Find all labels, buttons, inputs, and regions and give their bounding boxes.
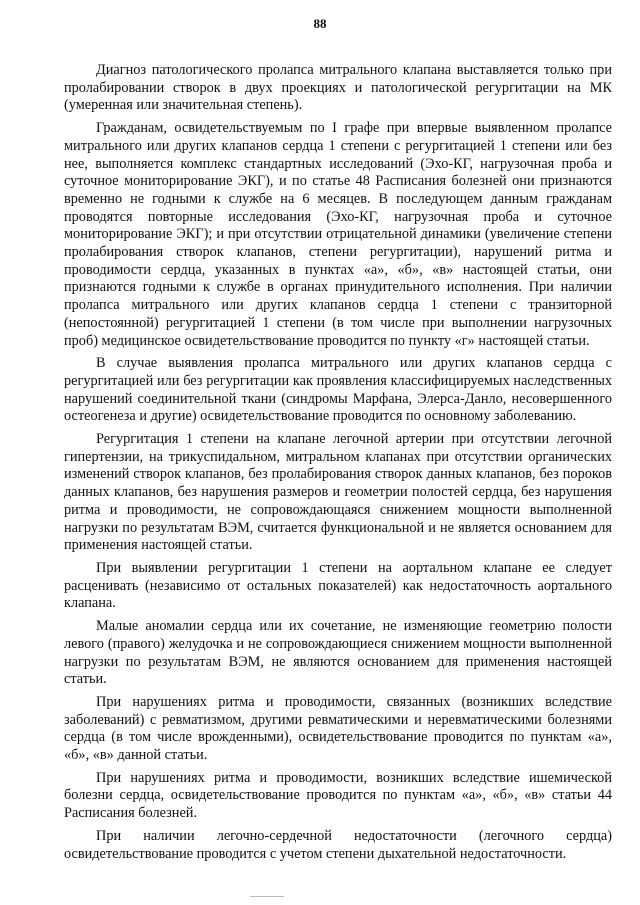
paragraph: Диагноз патологического пролапса митрального клапана выставляется только при пролабировании створок в двух проекциях и патологической регургитации на МК (умеренная или значительная степень).: [64, 62, 612, 114]
paragraph: Малые аномалии сердца или их сочетание, не изменяющие геометрию полости левого (правого) желудочка и не сопровождающиеся снижением мощности выполненной нагрузки по результатам ВЭМ, не являются основанием для применения настоящей статьи.: [64, 618, 612, 688]
page-body: [64, 62, 612, 868]
paragraph: Регургитация 1 степени на клапане легочной артерии при отсутствии легочной гипертензии, на трикуспидальном, митральном клапанах при отсутствии органических изменений створок клапанов, без пролабирования створок данных клапанов, без пороков данных клапанов, без нарушения размеров и геометрии полостей сердца, без нарушения ритма и проводимости, не сопровождающаяся снижением мощности выполненной нагрузки по результатам ВЭМ, считается функциональной и не является основанием для применения настоящей статьи.: [64, 431, 612, 554]
paragraph: При нарушениях ритма и проводимости, возникших вследствие ишемической болезни сердца, освидетельствование проводится по пунктам «а», «б», «в» статьи 44 Расписания болезней.: [64, 769, 612, 822]
paragraph: При наличии легочно-сердечной недостаточности (легочного сердца) освидетельствование проводится с учетом степени дыхательной недостаточности.: [64, 827, 612, 862]
paragraph: Гражданам, освидетельствуемым по I графе при впервые выявленном пролапсе митрального или других клапанов сердца 1 степени с регургитацией 1 степени или без нее, выполняется комплекс стандартных исследований (Эхо-КГ, нагрузочная проба и суточное мониторирование ЭКГ), и по статье 48 Расписания болезней они признаются временно не годными к службе на 6 месяцев. В последующем данным гражданам проводятся повторные исследования (Эхо-КГ, нагрузочная проба и суточное мониторирование ЭКГ); и при отсутствии отрицательной динамики (увеличение степени пролабирования створок клапанов, степени регургитации), нарушений ритма и проводимости сердца, указанных в пунктах «а», «б», «в» настоящей статьи, они признаются годными к службе в органах принудительного исполнения. При наличии пролапса митрального или других клапанов сердца 1 степени с транзиторной (непостоянной) регургитацией 1 степени (в том числе при выполнении нагрузочных проб) медицинское освидетельствование проводится по пункту «г» настоящей статьи.: [64, 120, 612, 349]
paragraph: При выявлении регургитации 1 степени на аортальном клапане ее следует расценивать (независимо от остальных показателей) как недостаточность аортального клапана.: [64, 559, 612, 612]
paragraph: При нарушениях ритма и проводимости, связанных (возникших вследствие заболеваний) с ревматизмом, другими ревматическими и неревматическими болезнями сердца (в том числе врожденными), освидетельствование проводится по пунктам «а», «б», «в» данной статьи.: [64, 693, 612, 764]
scan-artifact-line: [250, 896, 284, 897]
paragraph: В случае выявления пролапса митрального или других клапанов сердца с регургитацией или без регургитации как проявления классифицируемых наследственных нарушений соединительной ткани (синдромы Марфана, Элерса-Данло, несовершенного остеогенеза и другие) освидетельствование проводится по основному заболеванию.: [64, 355, 612, 425]
page-number: 88: [313, 16, 327, 31]
